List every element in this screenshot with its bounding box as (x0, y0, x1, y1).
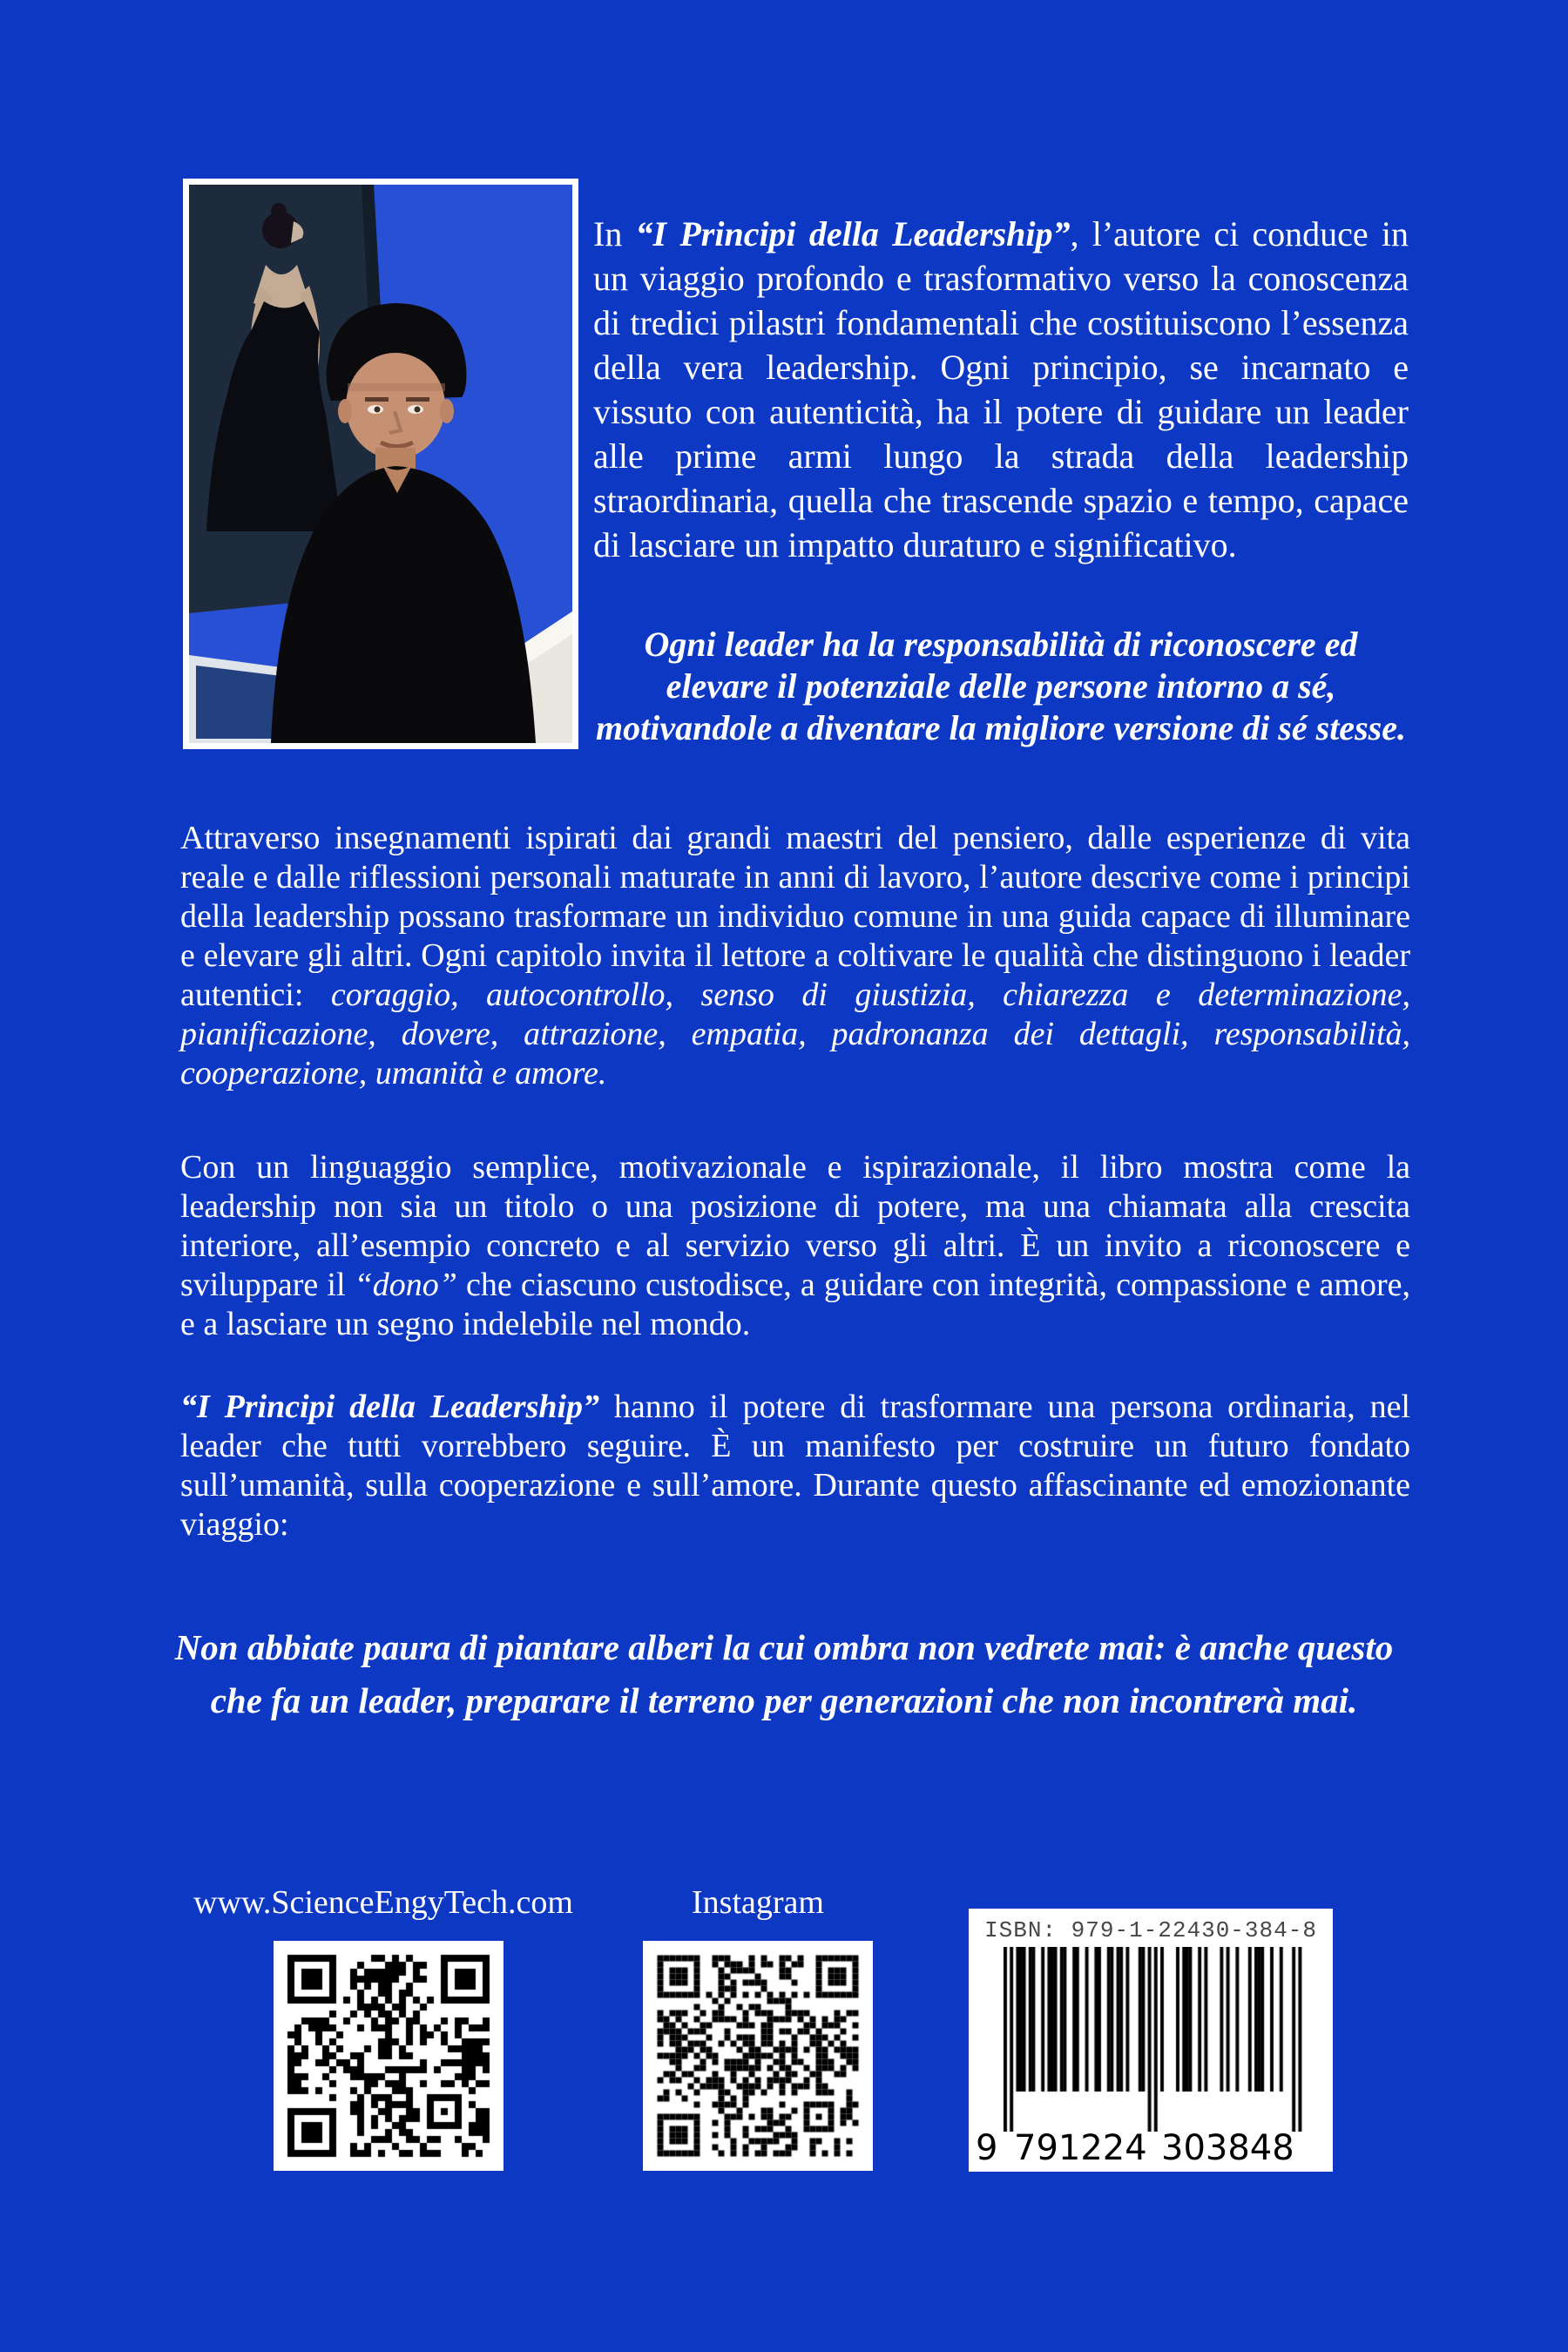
intro-text: , l’autore ci conduce in un viaggio profondo e trasformativo verso la conoscenza di tredici pilastri fondamentali che costituiscono l’essenza della vera leadership. Ogni principio, se incarnato e vissuto con autenticità, ha il potere di guidare un leader alle prime armi lungo la strada della leadership straordinaria, quella che trascende spazio e tempo, capace di lasciare un impatto duraturo e significativo. (593, 214, 1409, 564)
paragraph-language (180, 1148, 1410, 1344)
paragraph-teachings (180, 819, 1410, 1093)
author-photo (183, 179, 578, 749)
isbn-digit-group-2: 303848 (1161, 2128, 1294, 2168)
website-label: www.ScienceEngyTech.com (193, 1884, 573, 1921)
pull-quote-responsibility: Ogni leader ha la responsabilità di riconoscere ed elevare il potenziale delle persone intorno a sé, motivandole a diventare la migliore versione di sé stesse. (596, 625, 1406, 747)
paragraph-teachings-text: Attraverso insegnamenti ispirati dai grandi maestri del pensiero, dalle esperienze di vita reale e dalle riflessioni personali maturate in anni di lavoro, l’autore descrive come i principi della leadership possano trasformare un individuo comune in una guida capace di illuminare e elevare gli altri. Ogni capitolo invita il lettore a coltivare le qualità che distinguono i leader autentici: (180, 820, 1410, 1013)
isbn-label: ISBN: 979-1-22430-384-8 (984, 1917, 1317, 1943)
isbn-digit-group-1: 791224 (1014, 2128, 1147, 2168)
isbn-barcode-box (969, 1909, 1333, 2172)
qr-code-instagram (643, 1941, 873, 2171)
paragraph-manifesto-rest: hanno il potere di trasformare una persona ordinaria, nel leader che tutti vorrebbero seguire. È un manifesto per costruire un futuro fondato sull’umanità, sulla cooperazione e sull’amore. Durante questo affascinante ed emozionante viaggio: (180, 1389, 1410, 1543)
paragraph-language-rest: che ciascuno custodisce, a guidare con integrità, compassione e amore, e a lasciare un segno indelebile nel mondo. (180, 1267, 1410, 1342)
book-title-emphasis-2: “I Principi della Leadership” (180, 1389, 600, 1425)
instagram-label: Instagram (692, 1884, 824, 1921)
paragraph-manifesto (180, 1388, 1410, 1544)
pull-quote-trees: Non abbiate paura di piantare alberi la cui ombra non vedrete mai: è anche questo che fa un leader, preparare il terreno per generazioni che non incontrerà mai. (174, 1627, 1394, 1720)
ean13-barcode (1004, 1947, 1302, 2132)
paragraph-language-lead: Con un linguaggio semplice, motivazionale e ispirazionale, il libro mostra come la leadership non sia un titolo o una posizione di potere, ma una chiamata alla crescita interiore, all’esempio concreto e al servizio verso gli altri. È un invito a riconoscere e sviluppare il (180, 1149, 1410, 1303)
dono-emphasis: “dono” (354, 1267, 457, 1303)
book-title-emphasis: “I Principi della Leadership” (635, 214, 1071, 253)
qr-code-website (274, 1941, 504, 2171)
isbn-digit-lead: 9 (976, 2128, 998, 2168)
intro-prefix: In (593, 214, 636, 253)
intro-paragraph (593, 212, 1409, 567)
leader-qualities-list: coraggio, autocontrollo, senso di giustizia, chiarezza e determinazione, pianificazione, dovere, attrazione, empatia, padronanza dei dettagli, responsabilità, cooperazione, umanità e amore. (180, 977, 1410, 1092)
author-photo-illustration (189, 185, 572, 743)
